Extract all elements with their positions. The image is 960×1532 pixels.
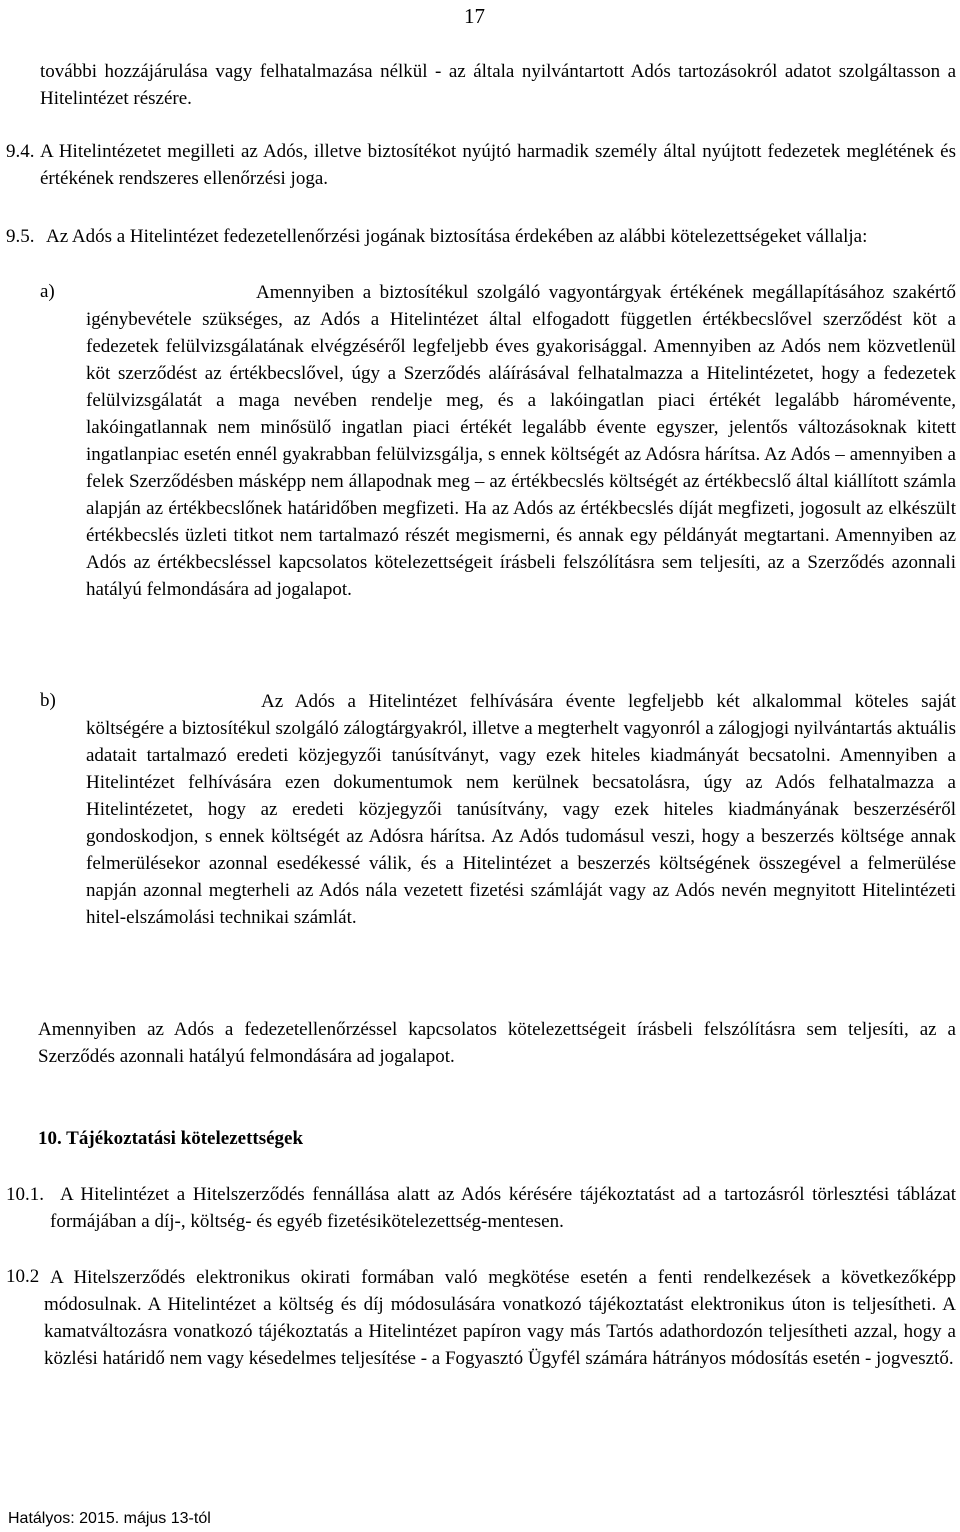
closing-paragraph: Amennyiben az Adós a fedezetellenőrzéssel kapcsolatos kötelezettségeit írásbeli felszólításra sem teljesíti, az a Szerződés azonnali hatályú felmondására ad jogalapot.: [38, 1019, 956, 1067]
section-text: Az Adós a Hitelintézet fedezetellenőrzési jogának biztosítása érdekében az alábbi kötelezettségeket vállalja:: [46, 226, 868, 247]
list-item-body: köteles saját költségére a biztosítékul szolgáló zálogtárgyakról, illetve a megterhelt vagyonról a zálogjogi nyilvántartás aktuális adatait tartalmazó eredeti közjegyzői tanúsítványt, vagy ezek hiteles kiadmányát becsatolni. Amennyiben a Hitelintézet felhívására ezen dokumentumok nem kerülnek becsatolásra, úgy az Adós felhatalmazza a Hitelintézetet, hogy az eredeti közjegyzői tanúsítvány, vagy ezek hiteles kiadmányának beszerzéséről gondoskodjon, s ennek költségét az Adósra hárítsa. Az Adós tudomásul veszi, hogy a beszerzés költsége annak felmerülésekor azonnal esedékessé válik, és a Hitelintézet a beszerzés költségének összegével a felmerülése napján azonnal megterheli az Adós nála vezetett fizetési számláját vagy az Adós nevén megnyitott Hitelintézeti hitel-elszámolási technikai számlát.: [86, 691, 956, 928]
list-item-first-line: Amennyiben a biztosítékul szolgáló vagyontárgyak értékének: [256, 282, 744, 303]
list-label: a): [40, 281, 55, 302]
section-text: A Hitelintézetet megilleti az Adós, illetve biztosítékot nyújtó harmadik személy által nyújtott fedezetek meglétének és értékének rendszeres ellenőrzési joga.: [40, 141, 956, 189]
page-number: 17: [464, 4, 485, 28]
section-10-heading: 10. Tájékoztatási kötelezettségek: [38, 1128, 304, 1149]
paragraph-intro: további hozzájárulása vagy felhatalmazása nélkül - az általa nyilvántartott Adós tartozásokról adatot szolgáltasson a Hitelintézet részére.: [40, 61, 956, 109]
list-item-body: megállapításához szakértő igénybevétele szükséges, az Adós a Hitelintézet által elfogadott független értékbecslővel szerződést köt a fedezetek felülvizsgálatának elvégzéséről legfeljebb éves gyakorisággal. Amennyiben az Adós nem közvetlenül köt szerződést az értékbecslővel, úgy a Szerződés aláírásával felhatalmazza a Hitelintézetet, hogy a fedezetek felülvizsgálatát a maga nevében rendelje meg, és a lakóingatlan piaci értékét legalább háromévente, lakóingatlannak nem minősülő ingatlan piaci értékét legalább évente egyszer, jelentős változásoknak kitett ingatlanpiac esetén ennél gyakrabban felülvizsgálja, s ennek költségét az Adósra hárítsa. Az Adós – amennyiben a felek Szerződésben másképp nem állapodnak meg – az értékbecslés költségét az értékbecslő által kiállított számla alapján az értékbecslőnek határidőben megfizeti. Ha az Adós az értékbecslés díját megfizeti, jogosult az elkészült értékbecslés üzleti titkot nem tartalmazó részét megismerni, és annak egy példányát megtartani. Amennyiben az Adós az értékbecsléssel kapcsolatos kötelezettségeit írásbeli felszólításra sem teljesíti, az a Szerződés azonnali hatályú felmondására ad jogalapot.: [86, 282, 957, 600]
list-item-text: [86, 688, 956, 931]
section-number: 10.1.: [6, 1184, 44, 1205]
section-number: 9.5.: [6, 226, 35, 247]
footer-effective-date: Hatályos: 2015. május 13-tól: [8, 1510, 211, 1527]
section-number: 10.2: [6, 1266, 40, 1287]
section-text: A Hitelintézet a Hitelszerződés fennállása alatt az Adós kérésére tájékoztatást ad a tartozásról törlesztési táblázat formájában a díj-, költség- és egyéb fizetésikötelezettség-mentesen.: [50, 1184, 956, 1232]
section-number: 9.4.: [6, 141, 35, 162]
list-label: b): [40, 690, 56, 711]
list-item-first-line: Az Adós a Hitelintézet felhívására évente legfeljebb két alkalommal: [261, 691, 843, 712]
list-item-text: [86, 279, 956, 603]
section-text: A Hitelszerződés elektronikus okirati formában való megkötése esetén a fenti rendelkezések a következőképp módosulnak. A Hitelintézet a költség és díj módosulására vonatkozó tájékoztatást elektronikus úton is teljesítheti. A kamatváltozásra vonatkozó tájékoztatás a Hitelintézet papíron vagy más Tartós adathordozón teljesítheti azzal, hogy a közlési határidő nem vagy késedelmes teljesítése - a Fogyasztó Ügyfél számára hátrányos módosítás esetén - jogvesztő.: [44, 1267, 956, 1369]
